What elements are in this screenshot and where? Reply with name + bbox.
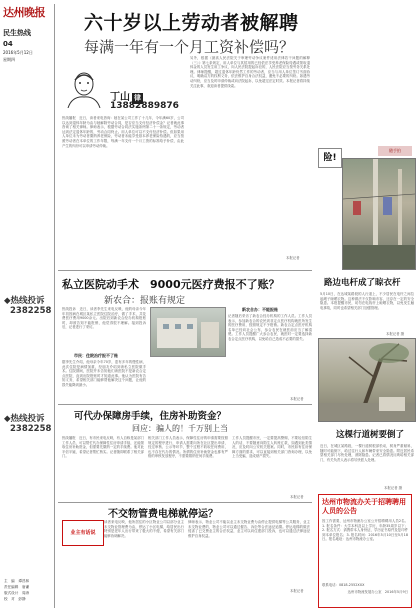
staff-row: 责任编辑 唐谦 [4, 585, 30, 589]
utility-pole-photo-icon [343, 159, 415, 269]
author-name: 丁山 律 [110, 92, 141, 103]
portrait-sketch-icon [64, 70, 104, 108]
warning-badge: 险! [318, 148, 342, 168]
story4-title: 不交物管费电梯就停运？ [108, 509, 218, 520]
photo-fallen-tree [318, 338, 416, 422]
photo-text-1: 5月10日，在达城某路段的人行道上，不少居民在电杆之间拉起绳子晾晒衣物。这种做法不仅影响市容，还存在一定的安全隐患。本报提醒市民，切勿在电线杆上晾晒衣物，以免发生触电事故，同时也希望相关部门加强管理。 [320, 292, 414, 310]
photo-credit-2: 本报记者 摄 [384, 486, 403, 490]
photo-credit-1: 本报记者 摄 [386, 332, 405, 336]
story1-body-left: 热线播报 近日，读者来电咨询：她在某公司工作了十几年，今年满60岁，公司以达到退休年龄为由与她解除劳动合同，是否应当支付经济补偿金？记者就此事咨询了相关律师。律师表示，根据劳动合同法实施条例第二十一条规定，劳动者达到法定退休年龄的，劳动合同终止。用人单位可以不支付经济补偿。但如果用人单位未为劳动者缴纳养老保险，劳动者未能享受基本养老保险待遇的，应当按照劳动者在本单位的工作年限，每满一年支付一个月工资的标准给予补偿，由此产生的纠纷可以申请劳动仲裁。 [62, 116, 184, 148]
weekday: 星期四 [3, 57, 15, 62]
staff-row: 版式设计 周涛 [4, 591, 30, 595]
story2-subhead: 市民：住院治疗报不了账 [74, 353, 118, 358]
section-divider [58, 404, 312, 405]
story3-byline: 本报记者 [290, 495, 304, 499]
story3-subtitle: 回应：骗人的！千万别上当 [132, 424, 228, 433]
masthead [3, 4, 51, 74]
notice-body: 因工作需要，达州市物流办公室公开招聘聘用人员2名。1. 报名条件：大学本科及以上学历，年龄35周岁以下；2. 报名方式：请携带本人身份证、学历证书原件及复印件到本单位报名；3. 报名时间：2016年5月10日至5月18日。报名地址：达州市物流办公室。 [322, 519, 408, 542]
notice-signature: 达州市物流发展办公室 2016年5月9日 [347, 590, 408, 594]
story1-subtitle: 每满一年有一个月工资补偿吗？ [84, 38, 295, 56]
author-portrait [64, 70, 104, 108]
story3-body-right: 工作人员提醒市民，一定要提高警惕，不要轻信陌生人的话，不要随意向陌生人转账汇款，如遇到此类情况，应及时向公安机关报案。同时，市民如有住房保障方面的需求，可以直接到相关部门咨询办理，以免上当受骗，造成财产损失。 [232, 436, 312, 459]
hotline-block-2 [4, 412, 52, 434]
section-name: 民生热线 [3, 29, 31, 37]
story1-body-right: 另外，根据《最高人民法院关于审理劳动争议案件适用法律若干问题的解释（三）》第七条规定，用人单位与其招用的已经依法享受养老保险待遇或领取退休金的人员发生用工争议，向人民法院提起诉讼的，人民法院应当按劳务关系处理。律师提醒，超过退休年龄仍然工作的劳动者，应当与用人单位签订书面协议，明确双方的权利义务，依法维护自身合法权益，避免不必要的纠纷。如遇劳动纠纷，应当及时申请仲裁或向法院起诉，以免超过法定时效。本报记者将持续关注此事，欢迎读者提供线索。 [190, 56, 310, 88]
hospital-photo-icon [151, 308, 225, 356]
hotline-label-2: ◆热线投诉 [4, 414, 45, 424]
story4-body-left: 读者来电反映，他所居住的小区物业公司以部分业主未交物业管理费为由，停运了小区电梯，给居民出行特别是老年人出行带来了极大的不便，希望有关部门能够协调解决。 [104, 520, 184, 538]
story2-title: 私立医院动手术 9000元医疗费报不了账？ [62, 278, 280, 291]
photo-caption-2: 这棵行道树要倒了 [336, 430, 405, 440]
staff-list [4, 578, 52, 602]
story2-subtitle: 新农合：报账有规定 [104, 296, 186, 306]
story1-byline: 本报记者 [286, 256, 300, 260]
author-phone: 13882889876 [110, 101, 179, 111]
photo-text-2: 近日，在城区某路段，一棵行道树根部松动，树身严重倾斜，随时可能倒下，给过往行人和车辆带来安全隐患。附近居民希望相关部门尽快处理，消除隐患。记者已将情况反映给相关部门，有关负责人表示将尽快派人处理。 [320, 444, 414, 462]
photo-caption-1: 路边电杆成了晾衣杆 [324, 278, 401, 288]
photo-clothesline [342, 158, 416, 270]
notice-title: 达州市物流办关于招聘聘用人员的公告 [322, 498, 406, 515]
story4-body-right: 律师表示，物业公司不能以业主未交物业费为由停止提供电梯等公共服务，业主未交物业费的，物业公司可以通过催告、诉讼等合法途径追缴。停运电梯的做法侵害了已交费业主的合法权益，业主可以向住建部门投诉，也可以通过法律途径维护自身权益。 [188, 520, 310, 538]
story2-subhead-2: 新农合办：不能报账 [242, 307, 278, 312]
story2-body-left: 热线投诉 近日，读者李先生来电反映，他的母亲今年年初因病在城区某私立医院住院治疗，做了手术，共花费医疗费用9000余元。出院后到新农合经办机构报账时，却被告知不能报销，他觉得很不理解。接到投诉后，记者进行了采访。 [62, 307, 146, 330]
section-divider [58, 270, 312, 271]
leaning-tree-photo-icon [319, 339, 415, 421]
author-stamp-icon: 律 [134, 94, 141, 102]
staff-row: 主 编 谭昌林 [4, 579, 30, 583]
sidebar-divider [54, 4, 55, 608]
page-number: 04 [3, 40, 13, 48]
story4-badge: 业主有话说 [62, 520, 104, 546]
story2-body-right: 记者随后采访了新农合经办机构的工作人员。工作人员表示，参加新农合的农民到非定点医疗机构就医所发生的医疗费用，按照规定不予报销。新农合定点医疗机构名单已经向社会公布，参合农民在就医前应当了解清楚。工作人员提醒广大参合农民，就医时一定要选择新农合定点医疗机构，以免给自己造成不必要的损失。 [228, 314, 312, 341]
hotline-label-1: ◆热线投诉 [4, 296, 45, 306]
story2-body-mid: 据李先生介绍，他母亲今年70岁，患有多年的慢性病，此次住院是病情加重，经朋友介绍到该私立医院做手术。住院期间，医院并未告知他们该医院不是新农合定点医院，直到出院报账时才知道此事。他认为医院有告知义务，希望相关部门能够帮他解决这个问题，让他的损失能降到最小。 [62, 360, 146, 387]
story3-body-mid: 相关部门工作人员表示，保障性住房的申请需要按照规定的程序进行，申请人需要向所在社区提出申请，经过审核、公示等环节，整个过程不收取任何费用，也不存在代办的情况。所谓的住房补助资金也都有严格的审核发放程序，不需要缴纳任何手续费。 [148, 436, 228, 459]
masthead-logo: 达州晚报 [3, 6, 45, 19]
story4-byline: 本报记者 [290, 589, 304, 593]
staff-row: 校 对 彭静 [4, 597, 26, 601]
photo-corner-tag: 随手拍 [378, 146, 412, 156]
story2-byline: 本报记者 [290, 397, 304, 401]
section-divider [58, 502, 312, 503]
hotline-number-1: 2382258 [10, 306, 52, 316]
diamond-icon: ◆ [4, 414, 11, 424]
diamond-icon: ◆ [4, 296, 11, 306]
hotline-number-2: 2382258 [10, 424, 52, 434]
story3-title: 可代办保障房手续，住房补助资金？ [74, 411, 227, 422]
story2-photo [150, 307, 226, 357]
notice-contact: 联系电话：0818-2552XXX [322, 583, 365, 587]
hotline-block-1 [4, 294, 52, 316]
notice-box [318, 494, 412, 608]
story3-body-left: 热线播报 近日，有市民来电反映，有人自称是某部门工作人员，可以帮忙代办保障性住房申请手续，还能领取住房补助资金，但需要先缴纳一定的手续费。他对此半信半疑，希望记者帮忙核实。记者随即联系了相关部门。 [62, 436, 144, 459]
story1-title: 六十岁以上劳动者被解聘 [84, 12, 299, 34]
issue-date: 2016年5月12日 [3, 50, 33, 55]
